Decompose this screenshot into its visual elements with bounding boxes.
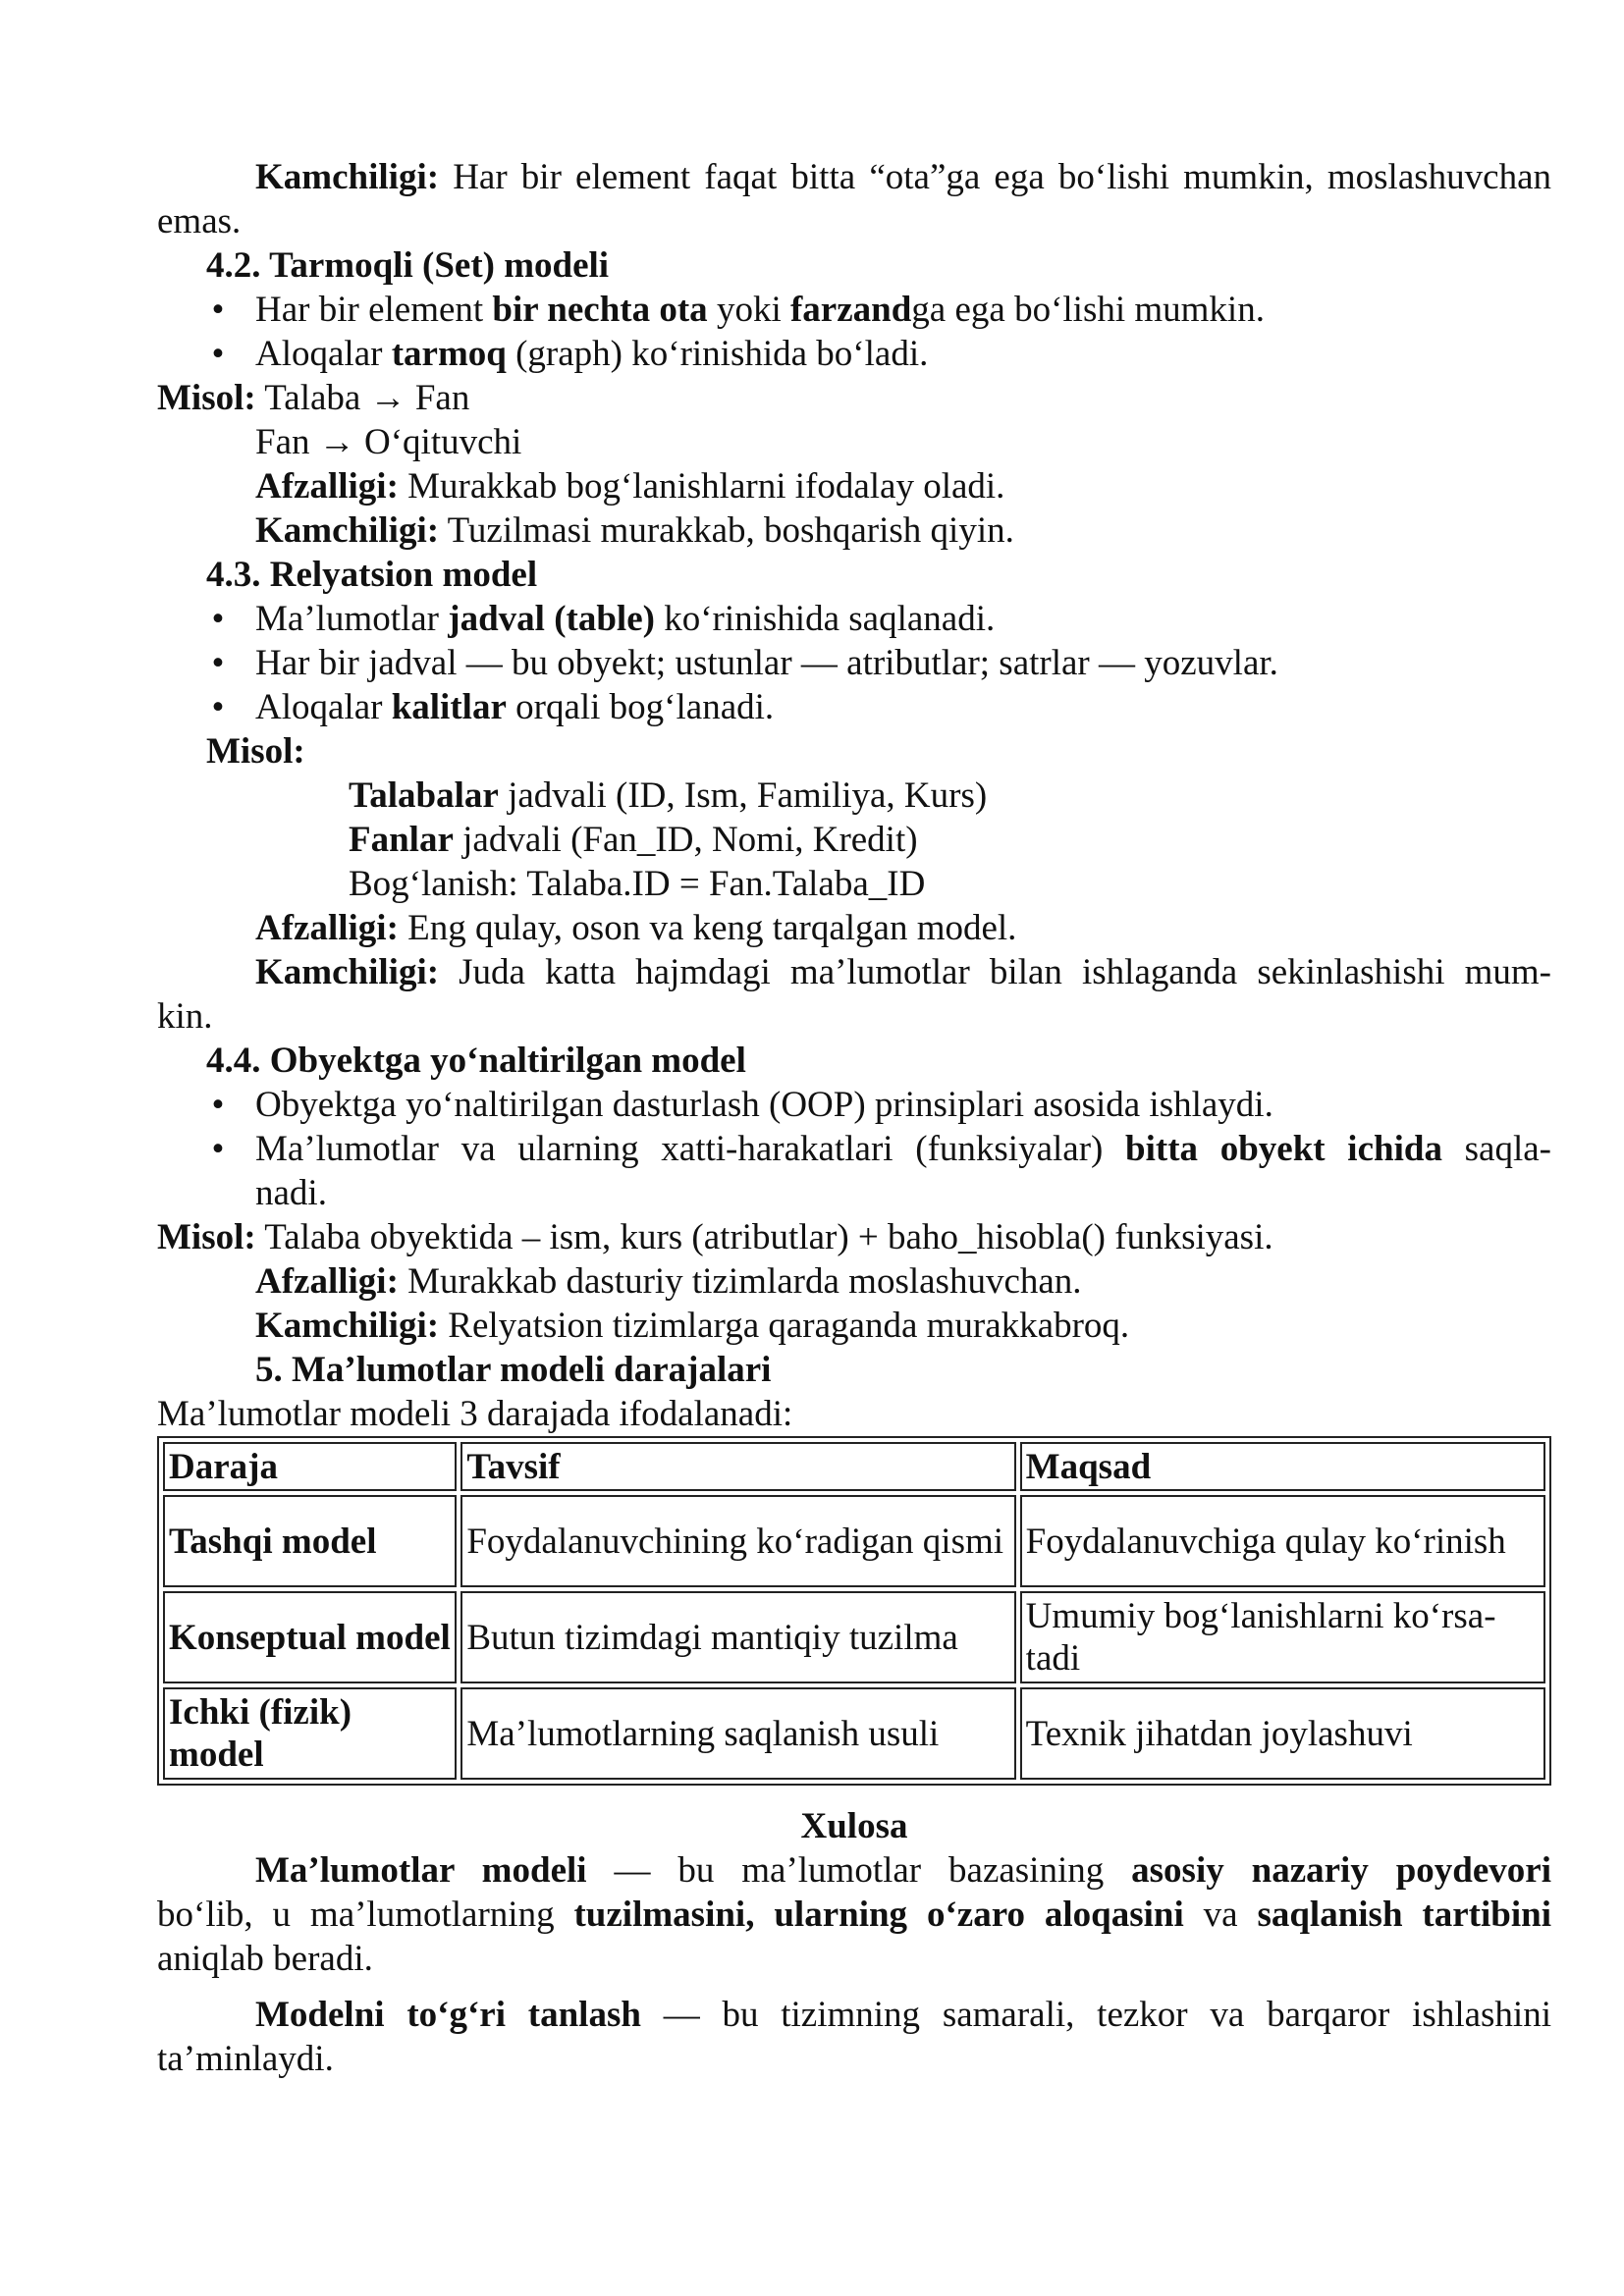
kamchiligi-line: Kamchiligi: Relyatsion tizimlarga qaraganda murakkabroq. [255, 1306, 1130, 1346]
kamchiligi-continuation: emas. [157, 201, 242, 241]
bullet-icon: • [211, 687, 225, 727]
table-intro: Ma’lumotlar modeli 3 darajada ifodalanadi: [157, 1394, 793, 1434]
bullet-icon: • [211, 643, 225, 683]
misol-line: Misol: Talaba obyektida – ism, kurs (atributlar) + baho_hisobla() funksiyasi. [157, 1217, 1273, 1257]
bullet-icon: • [211, 1085, 225, 1125]
kamchiligi-continuation: kin. [157, 996, 213, 1037]
conclusion-paragraph-1: Ma’lumotlar modeli — bu ma’lumotlar bazasining asosiy nazariy poydevori [255, 1850, 1551, 1891]
misol-label: Misol: [206, 731, 305, 772]
bullet-continuation: nadi. [255, 1173, 327, 1213]
conclusion-paragraph-1-line-3: aniqlab beradi. [157, 1939, 373, 1979]
table-cell: Umumiy bog‘lanishlarni ko‘rsa-tadi [1020, 1591, 1545, 1683]
section-heading-4-4: 4.4. Obyektga yo‘naltirilgan model [206, 1041, 746, 1081]
table-header-cell: Maqsad [1025, 1446, 1152, 1487]
table-header-row [163, 1442, 1545, 1491]
example-line: Fanlar jadvali (Fan_ID, Nomi, Kredit) [349, 820, 918, 860]
model-levels-table [157, 1436, 1551, 1786]
table-row [163, 1495, 1545, 1587]
table-cell: Foydalanuvchining ko‘radigan qismi [460, 1495, 1015, 1587]
conclusion-paragraph-2-line-2: ta’minlaydi. [157, 2039, 334, 2079]
conclusion-paragraph-2: Modelni to‘g‘ri tanlash — bu tizimning samarali, tezkor va barqaror ishlashini [255, 1995, 1551, 2035]
misol-line-2: Fan → O‘qituvchi [255, 422, 522, 462]
bullet-icon: • [211, 1129, 225, 1169]
example-line: Talabalar jadvali (ID, Ism, Familiya, Kurs) [349, 775, 988, 816]
section-heading-5: 5. Ma’lumotlar modeli darajalari [255, 1350, 772, 1390]
table-cell: Ichki (fizik) model [169, 1692, 352, 1775]
afzalligi-line: Afzalligi: Murakkab bog‘lanishlarni ifodalay oladi. [255, 466, 1005, 507]
example-line: Bog‘lanish: Talaba.ID = Fan.Talaba_ID [349, 864, 926, 904]
table-row [163, 1591, 1545, 1683]
bullet-icon: • [211, 599, 225, 639]
table-header-cell: Daraja [169, 1446, 278, 1487]
bullet-icon: • [211, 290, 225, 330]
afzalligi-line: Afzalligi: Murakkab dasturiy tizimlarda moslashuvchan. [255, 1261, 1082, 1302]
kamchiligi-line: Kamchiligi: Tuzilmasi murakkab, boshqarish qiyin. [255, 510, 1014, 551]
misol-line: Misol: Talaba → Fan [157, 378, 470, 418]
bullet-icon: • [211, 334, 225, 374]
section-heading-4-2: 4.2. Tarmoqli (Set) modeli [206, 245, 610, 286]
conclusion-title: Xulosa [800, 1806, 908, 1846]
table-header-cell: Tavsif [466, 1446, 561, 1487]
kamchiligi-line: Kamchiligi: Juda katta hajmdagi ma’lumotlar bilan ishlaganda sekinlashishi mum- [255, 952, 1551, 992]
table-cell: Tashqi model [169, 1521, 377, 1562]
kamchiligi-line [255, 155, 1551, 199]
table-cell: Ma’lumotlarning saqlanish usuli [460, 1687, 1015, 1780]
table-cell: Konseptual model [169, 1617, 451, 1658]
table-cell: Butun tizimdagi mantiqiy tuzilma [460, 1591, 1015, 1683]
conclusion-paragraph-1-line-2: bo‘lib, u ma’lumotlarning tuzilmasini, ularning o‘zaro aloqasini va saqlanish tartibini [157, 1895, 1551, 1935]
table-cell: Texnik jihatdan joylashuvi [1020, 1687, 1545, 1780]
table-cell: Foydalanuvchiga qulay ko‘rinish [1020, 1495, 1545, 1587]
kamchiligi-text: Har bir element faqat bitta “ota”ga ega bo‘lishi mumkin, moslashuvchan [439, 157, 1551, 197]
section-heading-4-3: 4.3. Relyatsion model [206, 555, 538, 595]
kamchiligi-label: Kamchiligi: [255, 157, 440, 197]
table-row [163, 1687, 1545, 1780]
afzalligi-line: Afzalligi: Eng qulay, oson va keng tarqalgan model. [255, 908, 1017, 948]
